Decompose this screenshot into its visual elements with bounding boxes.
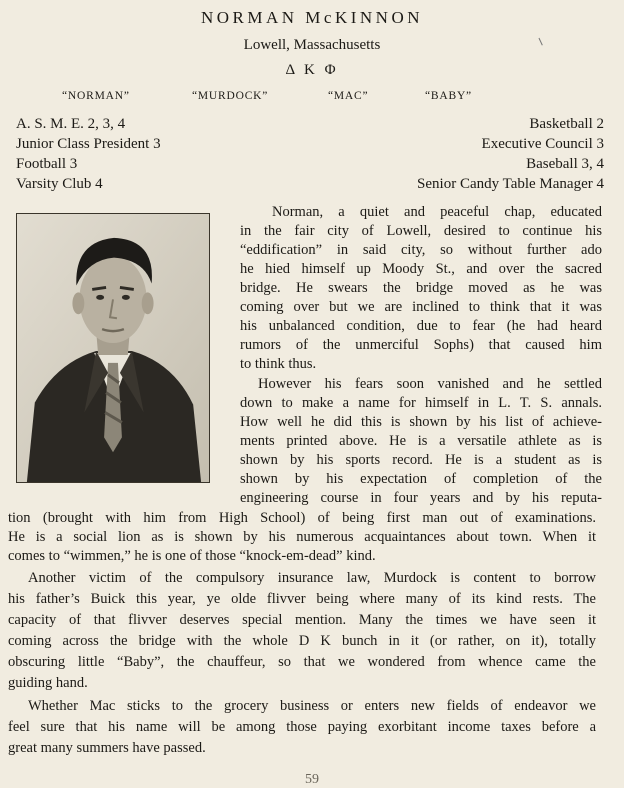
text-line: tion (brought with him from High School) of being first man out of examinations. (8, 510, 596, 526)
page-number: 59 (305, 772, 319, 787)
activity-left: Varsity Club 4 (16, 176, 103, 192)
text-line: to think thus. (240, 356, 317, 372)
student-name: NORMAN McKINNON (200, 8, 424, 27)
text-line: great many summers have passed. (8, 740, 206, 756)
text-line: shown by his expectation of completion of the (240, 471, 602, 487)
text-line: shown by his sports record. He is a student as is (240, 452, 602, 468)
text-line: capacity of that flivver deserves special mention. Many the times we have seen it (8, 612, 596, 628)
activity-left: Junior Class President 3 (16, 136, 161, 152)
activity-left: Football 3 (16, 156, 78, 172)
activity-left: A. S. M. E. 2, 3, 4 (16, 116, 126, 132)
text-line: Whether Mac sticks to the grocery business or enters new fields of endeavor we (28, 698, 596, 714)
text-line: down to make a name for himself in L. T. S. annals. (240, 395, 602, 411)
text-line: he hied himself up Moody St., and over the sacred (240, 261, 602, 277)
text-line: his unbalanced condition, due to fear (he had heard (240, 318, 602, 334)
fraternity-letters: Δ Κ Φ (285, 62, 339, 78)
activity-right: Senior Candy Table Manager 4 (417, 176, 604, 192)
text-line: comes to “wimmen,” he is one of those “knock-em-dead” kind. (8, 548, 376, 564)
text-line: engineering course in four years and by his reputa- (240, 490, 602, 506)
text-line: in the fair city of Lowell, desired to continue his (240, 223, 602, 239)
nickname: “MAC” (328, 90, 369, 102)
text-line: feel sure that his name will be among those paying exorbitant income taxes before a (8, 719, 596, 735)
nickname: “NORMAN” (62, 90, 130, 102)
text-line: However his fears soon vanished and he settled (258, 376, 602, 392)
portrait-photo (16, 213, 210, 483)
activity-right: Basketball 2 (529, 116, 604, 132)
nickname: “BABY” (425, 90, 472, 102)
text-line: coming across the bridge with the whole D K bunch in it (or rather, on it), totally (8, 633, 596, 649)
text-line: “eddification” in said city, so without further ado (240, 242, 602, 258)
portrait-icon (17, 214, 209, 482)
text-line: bridge. He swears the bridge moved as he was (240, 280, 602, 296)
text-line: guiding hand. (8, 675, 88, 691)
text-line: coming over but we are inclined to think that it was (240, 299, 602, 315)
activity-right: Baseball 3, 4 (526, 156, 604, 172)
text-line: Another victim of the compulsory insurance law, Murdock is content to borrow (28, 570, 596, 586)
text-line: How well he did this is shown by his list of achieve- (240, 414, 602, 430)
text-line: ments printed above. He is a versatile athlete as is (240, 433, 602, 449)
hometown: Lowell, Massachusetts (243, 37, 381, 53)
text-line: He is a social lion as is shown by his numerous acquaintances about town. When it (8, 529, 596, 545)
nickname: “MURDOCK” (192, 90, 269, 102)
text-line: Norman, a quiet and peaceful chap, educated (272, 204, 602, 220)
text-line: his father’s Buick this year, ye olde flivver being where many of its kind rests. The (8, 591, 596, 607)
text-line: obscuring little “Baby”, the chauffeur, so that we wondered from whence came the (8, 654, 596, 670)
text-line: rumors of the unmerciful Sophs) that caused him (240, 337, 602, 353)
activity-right: Executive Council 3 (481, 136, 604, 152)
